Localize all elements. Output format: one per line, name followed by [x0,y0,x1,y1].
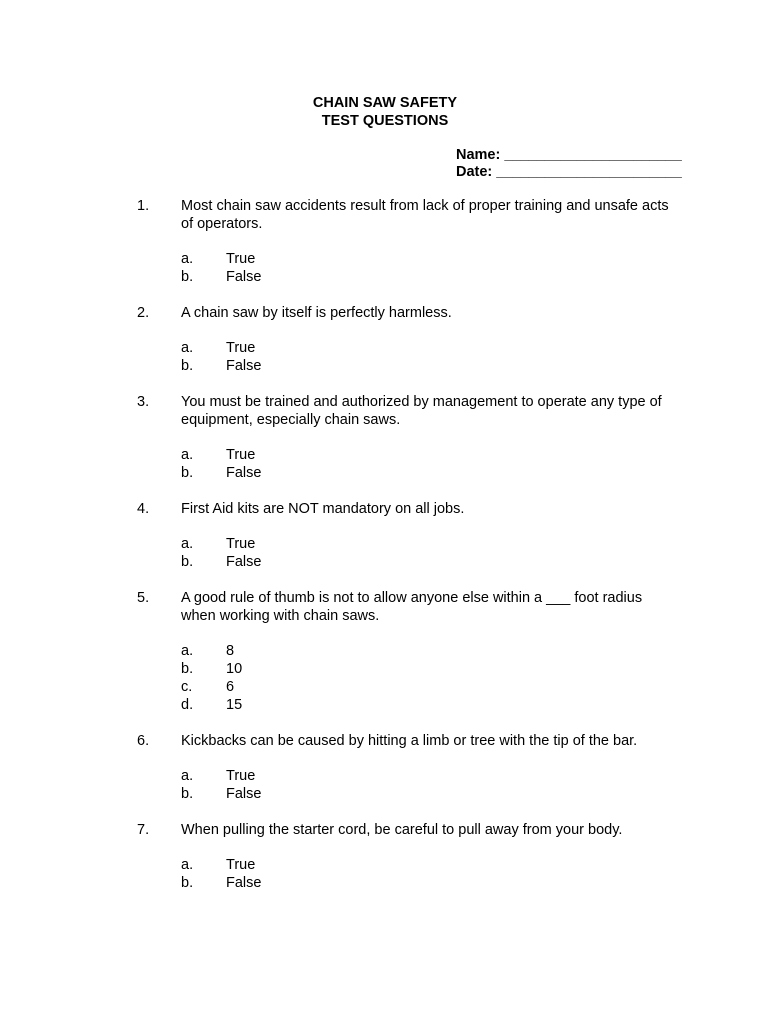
option [0,339,400,357]
title-line-2: TEST QUESTIONS [321,113,449,129]
question-text: You must be trained and authorized by management to operate any type of equipment, especially chain saws. [181,394,662,428]
name-date-block [456,147,682,181]
option-letter: b. [181,661,194,677]
option-text: True [226,768,256,784]
option-text: True [226,857,256,873]
option [0,874,400,892]
title-line-1: CHAIN SAW SAFETY [312,95,458,111]
option [0,357,400,375]
option [0,785,400,803]
option-letter: a. [181,340,194,356]
option-text: False [226,786,262,802]
question-text: Most chain saw accidents result from lack of proper training and unsafe acts of operators. [181,198,669,232]
option-letter: b. [181,465,194,481]
option-text: False [226,554,262,570]
option-text: 8 [226,643,235,659]
question-text: A chain saw by itself is perfectly harmless. [181,305,452,321]
option [0,250,400,268]
question-number: 7. [137,822,150,838]
option [0,696,400,714]
option-letter: b. [181,786,194,802]
option [0,553,400,571]
option-letter: b. [181,358,194,374]
question-text: When pulling the starter cord, be careful to pull away from your body. [181,822,623,838]
option [0,642,400,660]
option-text: 10 [226,661,243,677]
question-number: 2. [137,305,150,321]
option-text: True [226,251,256,267]
option-letter: a. [181,643,194,659]
option-text: False [226,875,262,891]
option [0,660,400,678]
option-text: False [226,269,262,285]
question-text: First Aid kits are NOT mandatory on all jobs. [181,501,465,517]
option-text: False [226,465,262,481]
date-field-label: Date: _______________________ [456,164,682,180]
option-letter: b. [181,875,194,891]
option [0,535,400,553]
question-number: 1. [137,198,150,214]
option-text: True [226,536,256,552]
option-text: False [226,358,262,374]
option-text: 15 [226,697,243,713]
question-number: 5. [137,590,150,606]
option-letter: b. [181,554,194,570]
option [0,856,400,874]
option [0,446,400,464]
document-title [0,94,770,130]
option-text: True [226,340,256,356]
option-letter: a. [181,251,194,267]
option-text: 6 [226,679,235,695]
option-letter: b. [181,269,194,285]
option [0,268,400,286]
option-letter: c. [181,679,193,695]
question-number: 6. [137,733,150,749]
option [0,678,400,696]
option-letter: a. [181,857,194,873]
option-letter: d. [181,697,194,713]
question-number: 4. [137,501,150,517]
option-letter: a. [181,447,194,463]
question-text: A good rule of thumb is not to allow anyone else within a ___ foot radius when working with chain saws. [181,590,643,624]
name-field-label: Name: ______________________ [456,147,682,163]
option-letter: a. [181,536,194,552]
option [0,464,400,482]
option-text: True [226,447,256,463]
option [0,767,400,785]
option-letter: a. [181,768,194,784]
question-number: 3. [137,394,150,410]
question-text: Kickbacks can be caused by hitting a limb or tree with the tip of the bar. [181,733,638,749]
